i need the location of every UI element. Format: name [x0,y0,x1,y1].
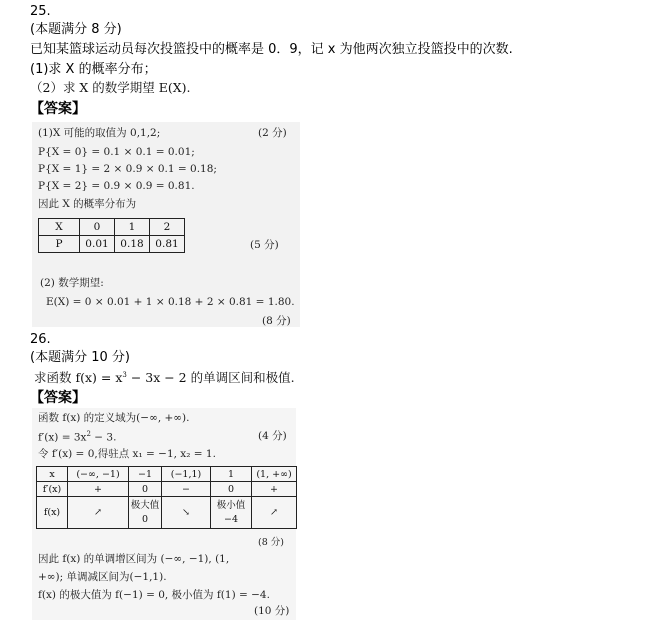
q26-sol-line2-pre: f′(x) = 3x [38,431,87,444]
q26-monotonicity-table [36,466,297,529]
q26-sol-score1: (4 分) [258,430,287,442]
q26-sol-line3: 令 f′(x) = 0,得驻点 x₁ = −1, x₂ = 1. [38,448,216,460]
arrow-up-icon: ↗ [68,497,129,529]
q25-sol-line5: 因此 X 的概率分布为 [38,198,137,210]
table-cell: X [39,219,80,236]
q26-sol-line2 [38,431,116,443]
q25-distribution-table [38,218,185,253]
q26-sol-line4: 因此 f(x) 的单调增区间为 (−∞, −1), (1, [38,553,230,565]
q25-sol-score-final: (8 分) [262,315,291,327]
q25-points: (本题满分 8 分) [30,22,122,37]
table-cell: x [37,467,68,482]
table-cell: (−1,1) [162,467,211,482]
q26-statement-post: − 3x − 2 的单调区间和极值. [126,370,295,386]
q26-statement-pre: 求函数 f(x) = x [34,370,123,386]
table-cell: + [68,482,129,497]
table-cell: P [39,236,80,253]
q26-sol-line2-post: − 3. [90,431,117,444]
q26-answer-label: 【答案】 [30,390,86,406]
q26-number: 26. [30,332,51,347]
table-cell: f(x) [37,497,68,529]
q25-sol-line6: (2) 数学期望: [40,277,104,289]
table-row [39,236,185,253]
arrow-down-icon: ↘ [162,497,211,529]
table-cell: 0.01 [80,236,115,253]
table-cell: (−∞, −1) [68,467,129,482]
q25-number: 25. [30,4,51,19]
q25-sol-line3: P{X = 1} = 2 × 0.9 × 0.1 = 0.18; [38,163,217,175]
table-cell: 0.18 [115,236,150,253]
table-cell: 0 [211,482,252,497]
q25-sol-line4: P{X = 2} = 0.9 × 0.9 = 0.81. [38,180,195,192]
q25-answer-label: 【答案】 [30,101,86,117]
q26-statement-exp: 3 [122,371,127,379]
q25-part1: (1)求 X 的概率分布； [30,62,157,77]
q25-sol-score1: (2 分) [258,127,287,139]
q26-sol-table-score: (8 分) [258,537,284,548]
table-cell: 0 [80,219,115,236]
table-row [37,482,297,497]
q26-sol-line2-exp: 2 [86,430,91,438]
q25-sol-line1: (1)X 可能的取值为 0,1,2; [38,127,161,139]
table-cell: 1 [211,467,252,482]
table-cell: − [162,482,211,497]
q25-statement: 已知某篮球运动员每次投篮投中的概率是 0．9，记 x 为他两次独立投篮投中的次数. [30,42,513,57]
table-row [37,497,297,529]
table-cell: −1 [129,467,162,482]
table-cell: 极大值 0 [129,497,162,529]
table-row [39,219,185,236]
q26-points: (本题满分 10 分) [30,350,130,365]
table-cell: 0 [129,482,162,497]
table-row [37,467,297,482]
q26-sol-line6: f(x) 的极大值为 f(−1) = 0, 极小值为 f(1) = −4. [38,589,270,601]
q25-sol-table-score: (5 分) [250,239,279,251]
q26-sol-line5: +∞); 单调减区间为(−1,1). [38,571,167,583]
q26-sol-line1: 函数 f(x) 的定义域为(−∞, +∞). [38,412,190,424]
table-cell: 极小值 −4 [211,497,252,529]
q26-sol-score-final: (10 分) [254,605,290,617]
table-cell: 2 [150,219,185,236]
table-cell: (1, +∞) [252,467,297,482]
table-cell: 1 [115,219,150,236]
table-cell: + [252,482,297,497]
q26-statement [34,372,295,385]
q25-sol-line7: E(X) = 0 × 0.01 + 1 × 0.18 + 2 × 0.81 = 1.80. [46,296,295,308]
q25-part2: （2）求 X 的数学期望 E(X). [30,80,191,95]
q25-sol-line2: P{X = 0} = 0.1 × 0.1 = 0.01; [38,146,195,158]
arrow-up-icon: ↗ [252,497,297,529]
table-cell: 0.81 [150,236,185,253]
table-cell: f′(x) [37,482,68,497]
